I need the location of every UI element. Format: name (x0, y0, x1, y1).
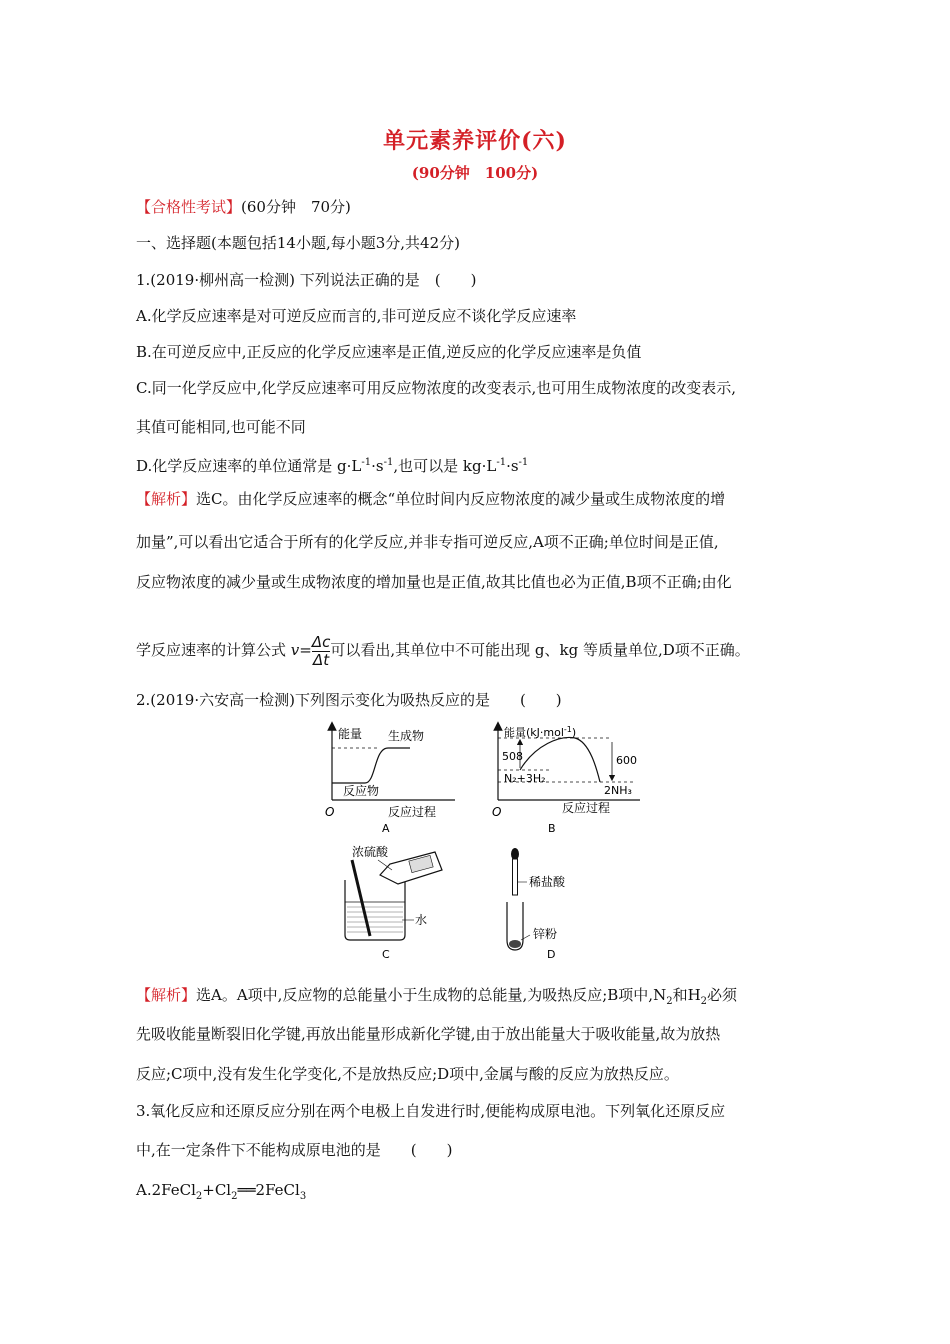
q1-option-d: D.化学反应速率的单位通常是 $g\cdot L^{-1}\cdot s^{-1}$,也可以是 $kg\cdot L^{-1}\cdot s^{-1}$ (136, 457, 529, 475)
figure-b-caption: B (548, 822, 556, 835)
q1-analysis-line-2: 加量”,可以看出它适合于所有的化学反应,并非专指可逆反应,A项不正确;单位时间是正值, (136, 533, 719, 551)
q1-option-b: B.在可逆反应中,正反应的化学反应速率是正值,逆反应的化学反应速率是负值 (136, 343, 642, 361)
figure-d-zinc-label: 锌粉 (533, 927, 558, 941)
figure-d-apparatus (495, 840, 615, 965)
part1-heading: 一、选择题(本题包括14小题,每小题3分,共42分) (136, 234, 460, 252)
figure-a-product-label: 生成物 (388, 729, 425, 743)
q1-option-a: A.化学反应速率是对可逆反应而言的,非可逆反应不谈化学反应速率 (136, 307, 577, 325)
figure-c-water (347, 907, 403, 932)
section-header (136, 197, 351, 217)
figure-b-508-label: 508 (502, 750, 523, 763)
figure-a-caption: A (382, 822, 390, 835)
figure-c-acid-label: 浓硫酸 (352, 845, 389, 859)
figure-d-zinc-powder (509, 940, 521, 948)
q1-stem: 1.(2019·柳州高一检测) 下列说法正确的是 ( ) (136, 271, 477, 289)
figure-d-acid-label: 稀盐酸 (529, 875, 566, 889)
figure-b-origin: O (492, 805, 502, 819)
figure-b-energy-diagram (490, 720, 650, 840)
q1-option-c-cont: 其值可能相同,也可能不同 (136, 418, 306, 436)
figure-a-energy-curve (332, 748, 410, 783)
analysis-tag: 【解析】 (136, 986, 197, 1004)
analysis-tag: 【解析】 (136, 490, 197, 508)
section-info: (60分钟 70分) (241, 198, 351, 216)
figure-c-apparatus (330, 840, 470, 965)
section-tag: 【合格性考试】 (136, 198, 242, 216)
figure-d-dropper-tube (513, 859, 518, 895)
page-title: 单元素养评价(六) (383, 128, 567, 154)
figure-a-energy-diagram (310, 720, 460, 840)
figure-c-water-label: 水 (415, 913, 428, 927)
figure-a-reactant-label: 反应物 (343, 784, 380, 798)
q3-option-a: $A.2FeCl_2+Cl_2══2FeCl_3$ (136, 1181, 307, 1202)
figure-c-glass-rod (352, 860, 370, 936)
q2-analysis-line-1: 【解析】选A。A项中,反应物的总能量小于生成物的总能量,为吸热反应;B项中$,N_2$和$H_2$必须 (136, 986, 738, 1007)
figure-d-caption: D (547, 948, 556, 961)
q3-stem-cont: 中,在一定条件下不能构成原电池的是 ( ) (136, 1141, 453, 1159)
figure-b-y-label: 能量(kJ·mol$^{-1}$) (504, 725, 577, 739)
figure-d-dropper-bulb (511, 848, 519, 860)
figure-c-caption: C (382, 948, 390, 961)
figure-a-origin: O (325, 805, 335, 819)
q2-analysis-line-3: 反应;C项中,没有发生化学变化,不是放热反应;D项中,金属与酸的反应为放热反应。 (136, 1065, 679, 1083)
figure-d-zinc-leader (521, 935, 530, 940)
figure-b-600-label: 600 (616, 754, 637, 767)
figure-a-y-label: 能量 (338, 727, 363, 741)
figure-b-reactant-label: N₂+3H₂ (504, 772, 546, 785)
q1-analysis-line-4: 学反应速率的计算公式 v= $\frac{\Delta c}{\Delta t}$ 可以看出,其单位中不可能出现 g、kg 等质量单位,D项不正确。 (136, 632, 750, 669)
rate-formula-fraction: $\frac{\Delta c}{\Delta t}$ (311, 632, 331, 669)
q1-analysis-line-3: 反应物浓度的减少量或生成物浓度的增加量也是正值,故其比值也必为正值,B项不正确;由化 (136, 573, 732, 591)
q2-analysis-line-2: 先吸收能量断裂旧化学键,再放出能量形成新化学键,由于放出能量大于吸收能量,故为放热 (136, 1025, 721, 1043)
q2-stem: 2.(2019·六安高一检测)下列图示变化为吸热反应的是 ( ) (136, 691, 562, 709)
figure-c-beaker (345, 880, 405, 940)
q1-option-c: C.同一化学反应中,化学反应速率可用反应物浓度的改变表示,也可用生成物浓度的改变表示, (136, 379, 737, 397)
figure-b-x-label: 反应过程 (562, 801, 611, 815)
q3-stem: 3.氧化反应和还原反应分别在两个电极上自发进行时,便能构成原电池。下列氧化还原反应 (136, 1102, 726, 1120)
figure-a-x-label: 反应过程 (388, 805, 437, 819)
page-subtitle: (90分钟 100分) (411, 164, 539, 182)
q1-analysis-line-1: 【解析】选C。由化学反应速率的概念“单位时间内反应物浓度的减少量或生成物浓度的增 (136, 490, 726, 508)
figure-b-product-label: 2NH₃ (604, 784, 632, 797)
